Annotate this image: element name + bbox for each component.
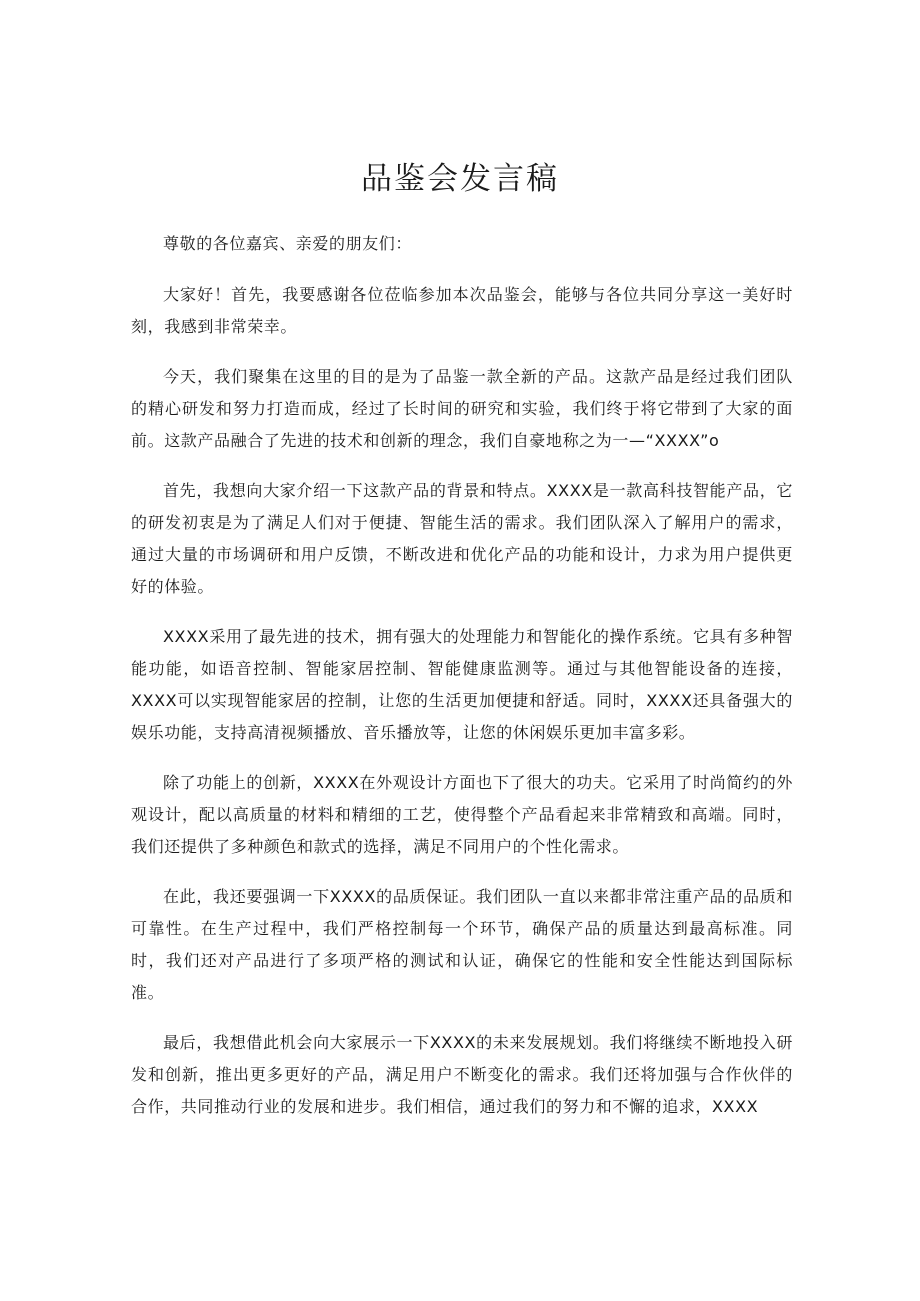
technology-paragraph: XXXX采用了最先进的技术，拥有强大的处理能力和智能化的操作系统。它具有多种智能功能，如语音控制、智能家居控制、智能健康监测等。通过与其他智能设备的连接，XXXX可以实现智能家居的控制，让您的生活更加便捷和舒适。同时，XXXX还具备强大的娱乐功能，支持高清视频播放、音乐播放等，让您的休闲娱乐更加丰富多彩。 — [131, 627, 793, 742]
quality-paragraph: 在此，我还要强调一下XXXX的品质保证。我们团队一直以来都非常注重产品的品质和可靠性。在生产过程中，我们严格控制每一个环节，确保产品的质量达到最高标准。同时，我们还对产品进行了多项严格的测试和认证，确保它的性能和安全性能达到国际标准。 — [131, 887, 793, 1002]
background-paragraph: 首先，我想向大家介绍一下这款产品的背景和特点。XXXX是一款高科技智能产品，它的研发初衷是为了满足人们对于便捷、智能生活的需求。我们团队深入了解用户的需求，通过大量的市场调研和用户反馈，不断改进和优化产品的功能和设计，力求为用户提供更好的体验。 — [131, 481, 793, 596]
greeting-paragraph: 大家好！首先，我要感谢各位莅临参加本次品鉴会，能够与各位共同分享这一美好时刻，我感到非常荣幸。 — [131, 285, 793, 336]
purpose-paragraph: 今天，我们聚集在这里的目的是为了品鉴一款全新的产品。这款产品是经过我们团队的精心研发和努力打造而成，经过了长时间的研究和实验，我们终于将它带到了大家的面前。这款产品融合了先进的技术和创新的理念，我们自豪地称之为一—“XXXX”o — [131, 367, 793, 450]
document-title: 品鉴会发言稿 — [361, 161, 559, 197]
future-plan-paragraph: 最后，我想借此机会向大家展示一下XXXX的未来发展规划。我们将继续不断地投入研发和创新，推出更多更好的产品，满足用户不断变化的需求。我们还将加强与合作伙伴的合作，共同推动行业的发展和进步。我们相信，通过我们的努力和不懈的追求，XXXX — [131, 1033, 793, 1116]
document-body — [131, 228, 793, 1141]
salutation-paragraph: 尊敬的各位嘉宾、亲爱的朋友们： — [163, 234, 413, 253]
design-paragraph: 除了功能上的创新，XXXX在外观设计方面也下了很大的功夫。它采用了时尚简约的外观设计，配以高质量的材料和精细的工艺，使得整个产品看起来非常精致和高端。同时，我们还提供了多种颜色和款式的选择，满足不同用户的个性化需求。 — [131, 773, 793, 856]
